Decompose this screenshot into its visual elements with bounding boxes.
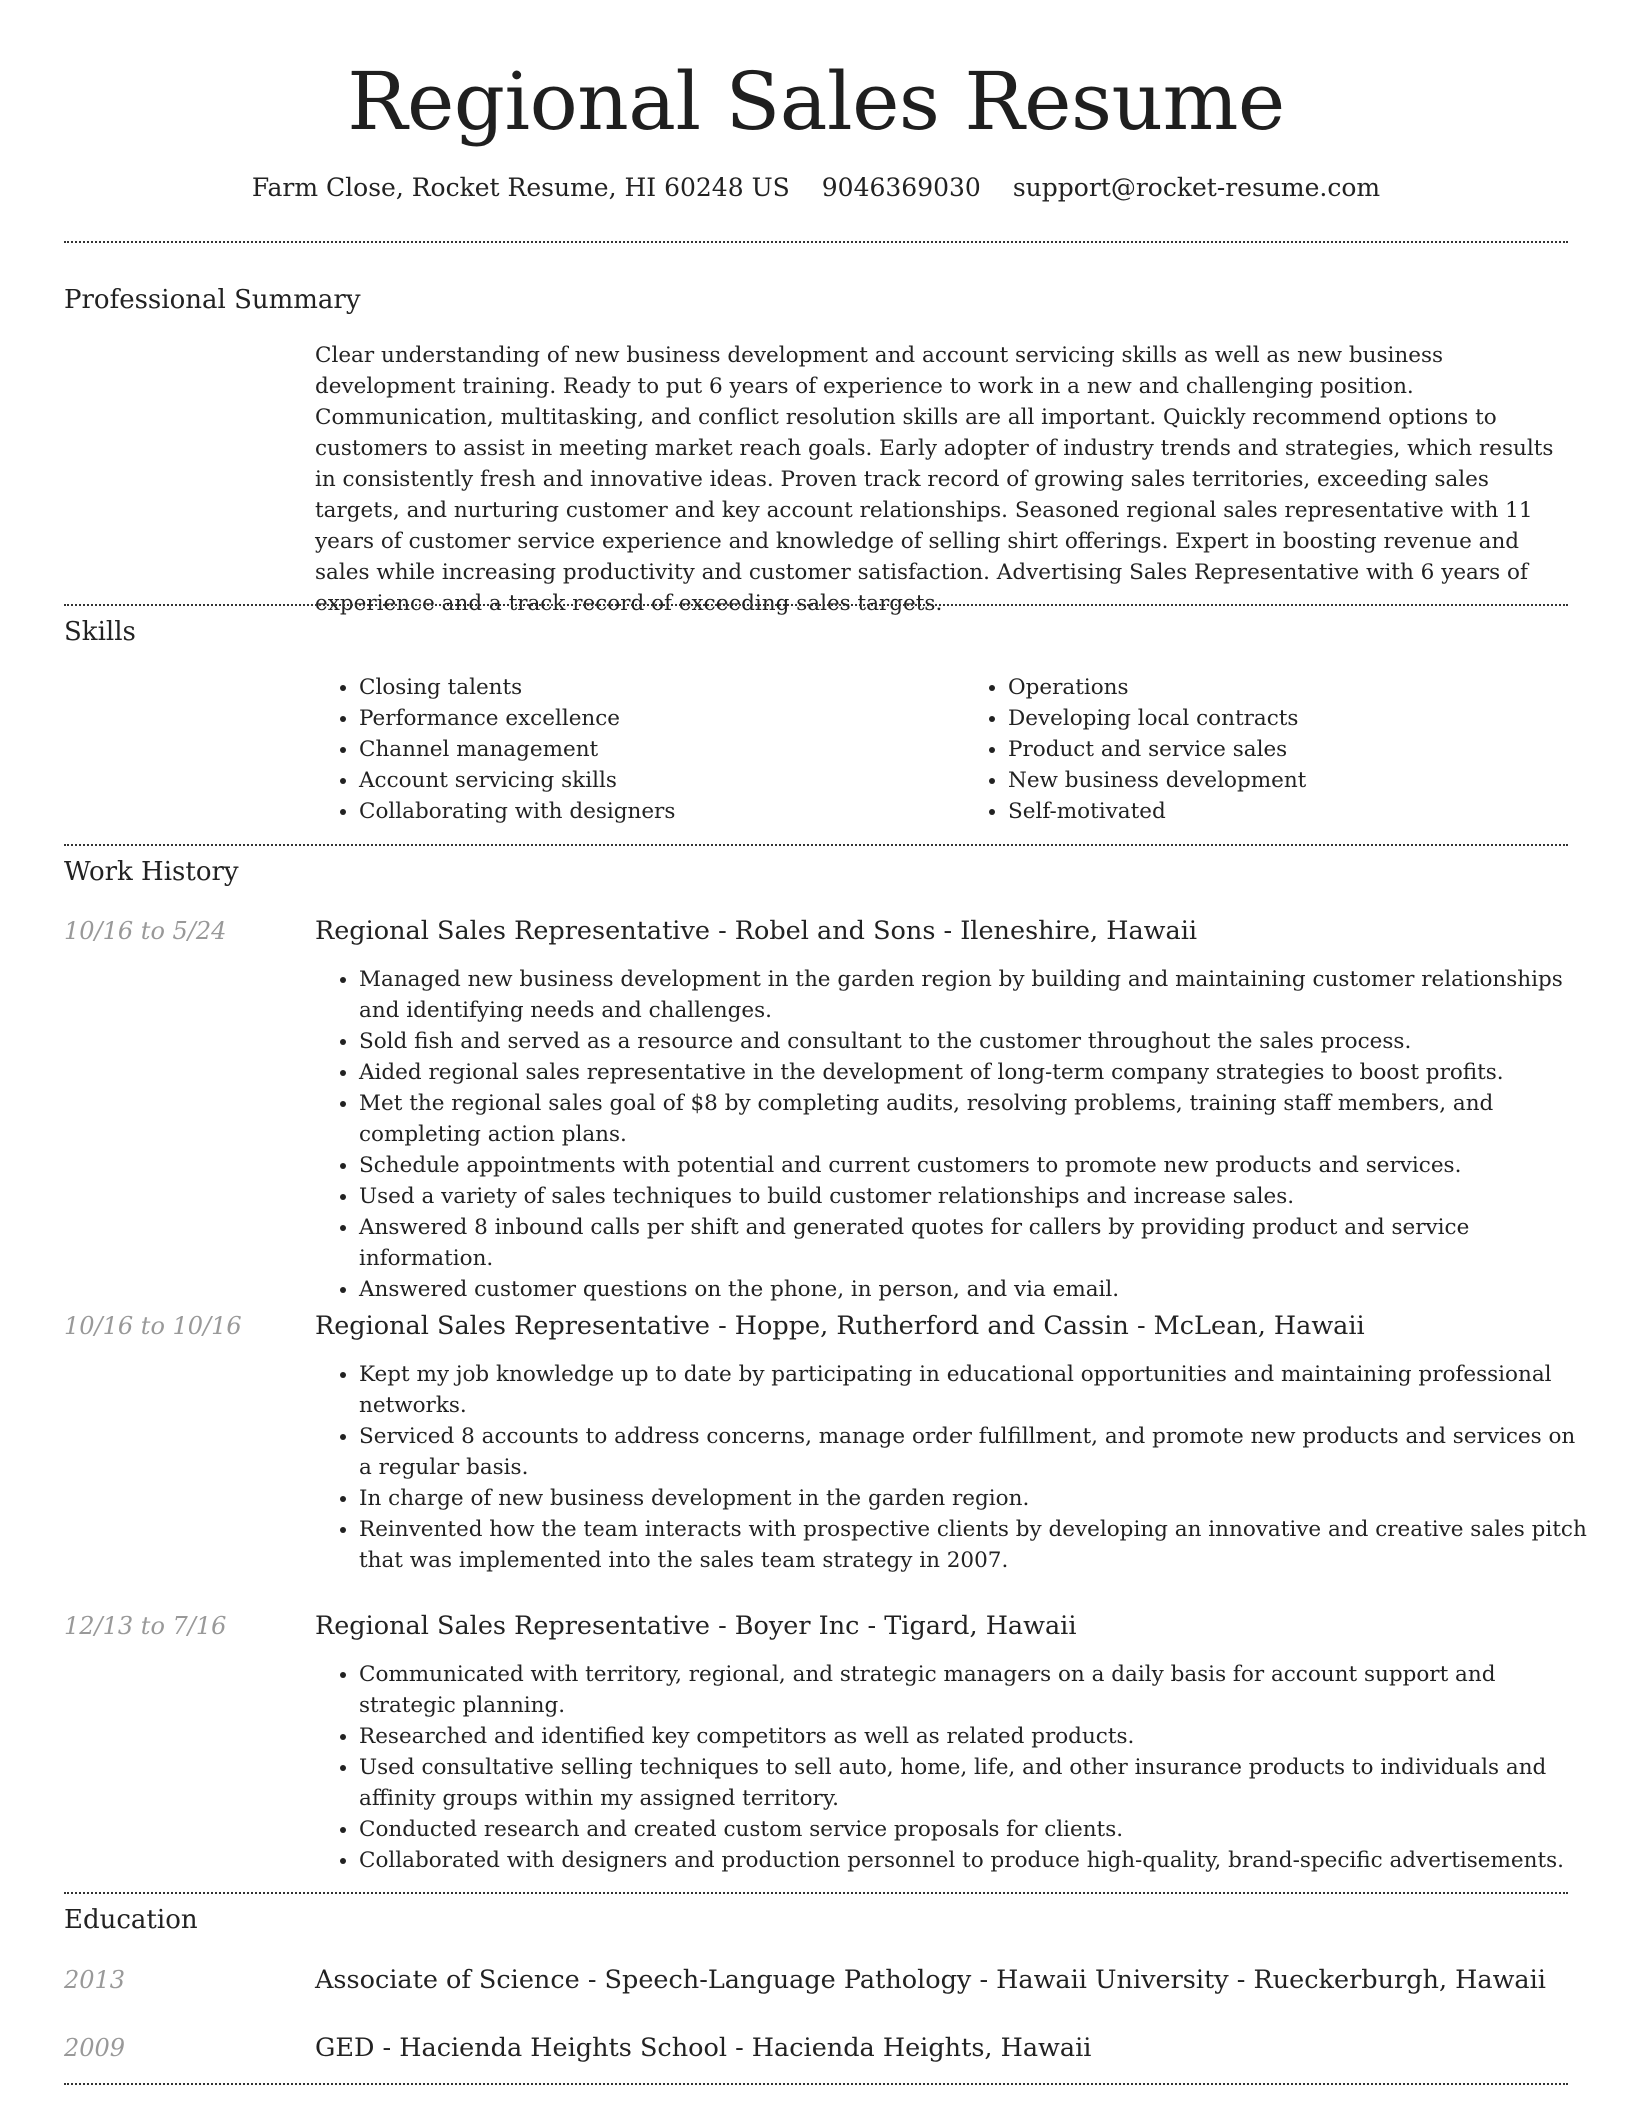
job-dates: 10/16 to 5/24 bbox=[64, 917, 227, 945]
education-title: Associate of Science - Speech-Language Pathology - Hawaii University - Rueckerburgh, Hawaii bbox=[315, 1965, 1546, 1995]
education-title: GED - Hacienda Heights School - Hacienda Heights, Hawaii bbox=[315, 2033, 1092, 2063]
skill-item: • New business development bbox=[1008, 765, 1568, 796]
skill-item: • Channel management bbox=[359, 734, 919, 765]
summary-text: Clear understanding of new business development and account servicing skills as well as new business development training. Ready to put 6 years of experience to work in a new and challenging position. Communication, multitasking, and conflict resolution skills are all important. Quickly recommend options to customers to assist in meeting market reach goals. Early adopter of industry trends and strategies, which results in consistently fresh and innovative ideas. Proven track record of growing sales territories, exceeding sales targets, and nurturing customer and key account relationships. Seasoned regional sales representative with 11 years of customer service experience and knowledge of selling shirt offerings. Expert in boosting revenue and sales while increasing productivity and customer satisfaction. Advertising Sales Representative with 6 years of experience and a track record of exceeding sales targets. bbox=[315, 343, 1554, 616]
job-bullet: • Researched and identified key competitors as well as related products. bbox=[359, 1721, 1612, 1752]
skill-item: • Performance excellence bbox=[359, 703, 919, 734]
job-bullet: • Sold fish and served as a resource and consultant to the customer throughout the sales process. bbox=[359, 1026, 1612, 1057]
skill-item: • Operations bbox=[1008, 672, 1568, 703]
section-title-summary: Professional Summary bbox=[64, 285, 361, 315]
divider bbox=[64, 241, 1568, 243]
job-bullet: • In charge of new business development in the garden region. bbox=[359, 1483, 1612, 1514]
skill-item: • Collaborating with designers bbox=[359, 796, 919, 827]
job-dates: 12/13 to 7/16 bbox=[64, 1612, 227, 1640]
job-title: Regional Sales Representative - Boyer Inc - Tigard, Hawaii bbox=[315, 1611, 1077, 1641]
contact-address: Farm Close, Rocket Resume, HI 60248 US bbox=[251, 173, 790, 202]
skill-item: • Product and service sales bbox=[1008, 734, 1568, 765]
job-bullet: • Aided regional sales representative in the development of long-term company strategies to boost profits. bbox=[359, 1057, 1612, 1088]
section-title-education: Education bbox=[64, 1905, 198, 1935]
job-bullet: • Communicated with territory, regional, and strategic managers on a daily basis for account support and strategic planning. bbox=[359, 1659, 1612, 1721]
skills-list bbox=[315, 672, 1568, 827]
resume-title: Regional Sales Resume bbox=[347, 55, 1285, 148]
job-bullet: • Reinvented how the team interacts with prospective clients by developing an innovative and creative sales pitch that was implemented into the sales team strategy in 2007. bbox=[359, 1514, 1612, 1576]
section-title-skills: Skills bbox=[64, 617, 136, 647]
divider bbox=[64, 604, 1568, 606]
job-bullet: • Kept my job knowledge up to date by participating in educational opportunities and maintaining professional networks. bbox=[359, 1359, 1612, 1421]
skills-column-left bbox=[315, 672, 919, 827]
skills-column-right bbox=[964, 672, 1568, 827]
skill-item: • Developing local contracts bbox=[1008, 703, 1568, 734]
job-bullet: • Conducted research and created custom service proposals for clients. bbox=[359, 1814, 1612, 1845]
job-bullet: • Schedule appointments with potential and current customers to promote new products and services. bbox=[359, 1150, 1612, 1181]
job-title: Regional Sales Representative - Hoppe, Rutherford and Cassin - McLean, Hawaii bbox=[315, 1311, 1365, 1341]
job-bullet: • Serviced 8 accounts to address concerns, manage order fulfillment, and promote new products and services on a regular basis. bbox=[359, 1421, 1612, 1483]
job-bullet: • Met the regional sales goal of $8 by completing audits, resolving problems, training staff members, and completing action plans. bbox=[359, 1088, 1612, 1150]
section-title-work-history: Work History bbox=[64, 857, 239, 887]
job-bullet: • Answered 8 inbound calls per shift and generated quotes for callers by providing product and service information. bbox=[359, 1212, 1612, 1274]
job-bullet: • Answered customer questions on the phone, in person, and via email. bbox=[359, 1274, 1612, 1305]
divider bbox=[64, 2083, 1568, 2085]
job-bullets bbox=[315, 1359, 1612, 1576]
job-bullets bbox=[315, 964, 1612, 1305]
contact-line bbox=[0, 170, 1632, 206]
contact-phone: 9046369030 bbox=[821, 173, 981, 202]
job-bullet: • Used a variety of sales techniques to build customer relationships and increase sales. bbox=[359, 1181, 1612, 1212]
contact-email: support@rocket-resume.com bbox=[1012, 173, 1381, 202]
divider bbox=[64, 844, 1568, 846]
job-bullet: • Managed new business development in the garden region by building and maintaining customer relationships and identifying needs and challenges. bbox=[359, 964, 1612, 1026]
divider bbox=[64, 1892, 1568, 1894]
skill-item: • Account servicing skills bbox=[359, 765, 919, 796]
skill-item: • Self-motivated bbox=[1008, 796, 1568, 827]
job-title: Regional Sales Representative - Robel and Sons - Ileneshire, Hawaii bbox=[315, 916, 1198, 946]
education-year: 2013 bbox=[64, 1966, 126, 1994]
job-bullets bbox=[315, 1659, 1612, 1876]
education-year: 2009 bbox=[64, 2034, 126, 2062]
job-bullet: • Collaborated with designers and production personnel to produce high-quality, brand-specific advertisements. bbox=[359, 1845, 1612, 1876]
skill-item: • Closing talents bbox=[359, 672, 919, 703]
job-bullet: • Used consultative selling techniques to sell auto, home, life, and other insurance products to individuals and affinity groups within my assigned territory. bbox=[359, 1752, 1612, 1814]
job-dates: 10/16 to 10/16 bbox=[64, 1312, 242, 1340]
